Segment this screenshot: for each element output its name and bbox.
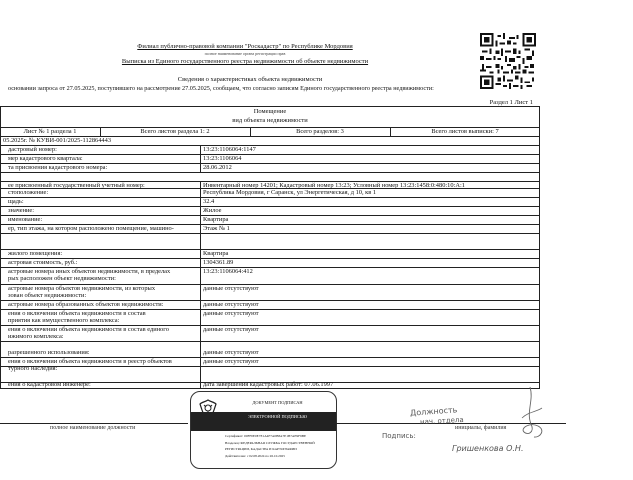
row-value: данные отсутствуют <box>203 285 259 292</box>
stamp-owner: Владелец: ФЕДЕРАЛЬНАЯ СЛУЖБА ГОСУДАРСТВЕННОЙ <box>225 441 315 445</box>
document-title: Выписка из Единого государственного реестра недвижимости об объекте недвижимости <box>121 58 369 65</box>
object-type: Помещение <box>253 108 287 115</box>
row-label: ения о включении объекта недвижимости в состав <box>8 310 146 317</box>
row-label: приятия как имущественного комплекса: <box>8 317 120 324</box>
row-label: ения о кадастровом инженере: <box>8 381 91 388</box>
row-label: значение: <box>8 207 35 214</box>
row-label: разрешенного использования: <box>8 349 90 356</box>
stamp-certificate: Сертификат: 00FF0E0E7E1A4F7A0B8A7E1B7AE9F9BE <box>225 434 307 438</box>
row-label: ижимого комплекса: <box>8 333 64 340</box>
electronic-signature-stamp <box>190 391 337 469</box>
organization-caption: полное наименование органа регистрации прав <box>204 51 286 56</box>
name-caption: инициалы, фамилия <box>455 425 507 431</box>
row-label: дастровый номер: <box>8 146 57 153</box>
qr-code-icon <box>480 33 536 89</box>
row-value: данные отсутствуют <box>203 310 259 317</box>
row-label: астровые номера объектов недвижимости, из которых <box>8 285 156 292</box>
row-value: данные отсутствуют <box>203 349 259 356</box>
row-label: именование: <box>8 216 43 223</box>
document-subtitle: Сведения о характеристиках объекта недвижимости <box>177 76 323 83</box>
position-underline <box>0 423 188 424</box>
row-value: 1304361.89 <box>203 259 234 266</box>
row-value: Инвентарный номер 14201; Кадастровый номер 13:23; Условный номер 13:23:1458:0:480:10:А:1 <box>203 182 465 189</box>
object-kind-caption: вид объекта недвижимости <box>232 117 308 124</box>
handwritten-signature-label: Подпись: <box>382 432 416 440</box>
row-value: Квартира <box>203 216 229 223</box>
row-label: ения о включении объекта недвижимости в реестр объектов <box>8 358 172 365</box>
handwritten-name: Гришенкова О.Н. <box>452 444 524 453</box>
stamp-heading: ДОКУМЕНТ ПОДПИСАН <box>252 400 303 405</box>
sheets-in-section: Всего листов раздела 1: 2 <box>140 128 210 135</box>
handwritten-signature-icon <box>500 382 560 442</box>
row-label: ее присвоенный государственный учетный номер: <box>8 182 145 189</box>
row-label: жилого помещения: <box>8 250 63 257</box>
row-value: Этаж № 1 <box>203 225 230 232</box>
stamp-heading-2: ЭЛЕКТРОННОЙ ПОДПИСЬЮ <box>248 414 307 419</box>
organization-name: Филиал публично-правовой компании "Роскадастр" по Республике Мордовия <box>137 43 353 50</box>
row-value: данные отсутствуют <box>203 326 259 333</box>
position-caption: полное наименование должности <box>50 425 136 431</box>
handwritten-department: нач. отдела <box>419 415 464 427</box>
row-value: 13:23:1106064 <box>203 155 242 162</box>
row-label: ения о включении объекта недвижимости в состав единого <box>8 326 169 333</box>
row-label: ер, тип этажа, на котором расположено помещение, машино- <box>8 225 174 232</box>
handwritten-position: Должность <box>409 405 458 418</box>
row-value: Республика Мордовия, г Саранск, ул Энергетическая, д 10, кв 1 <box>203 189 377 196</box>
section-sheet-label: Раздел 1 Лист 1 <box>489 99 533 106</box>
stamp-validity: Действителен: с 02.08.2024 по 26.10.2025 <box>225 454 285 458</box>
object-characteristics-table <box>0 106 540 388</box>
sheets-total: Всего листов выписки: 7 <box>431 128 499 135</box>
row-label: щадь: <box>8 198 24 205</box>
sheet-number: Лист № 1 раздела 1 <box>23 128 77 135</box>
row-label: астровые номера иных объектов недвижимости, в пределах <box>8 268 171 275</box>
row-value: данные отсутствуют <box>203 301 259 308</box>
row-value: Жилое <box>203 207 222 214</box>
row-label: та присвоения кадастрового номера: <box>8 164 108 171</box>
row-value: 32.4 <box>203 198 215 205</box>
stamp-owner-2: РЕГИСТРАЦИИ, КАДАСТРА И КАРТОГРАФИИ <box>225 447 297 451</box>
row-value: 13:23:1106064:412 <box>203 268 253 275</box>
row-label: астровые номера образованных объектов недвижимости: <box>8 301 164 308</box>
stamp-strip <box>191 412 336 431</box>
request-basis-text: основании запроса от 27.05.2025, поступившего на рассмотрение 27.05.2025, сообщаем, что согласно записям Единого государственного реестра недвижимости: <box>8 85 434 92</box>
row-label: астровая стоимость, руб.: <box>8 259 78 266</box>
row-value: Квартира <box>203 250 229 257</box>
row-label: стоположение: <box>8 189 49 196</box>
row-value: 13:23:1106064:1147 <box>203 146 256 153</box>
row-value: данные отсутствуют <box>203 358 259 365</box>
row-value: 28.06.2012 <box>203 164 232 171</box>
row-label: зован объект недвижимости: <box>8 292 87 299</box>
row-value: дата завершения кадастровых работ: 07.06.1997 <box>203 381 334 388</box>
row-label: рых расположен объект недвижимости: <box>8 275 116 282</box>
row-label: турного наследия: <box>8 365 58 372</box>
row-label: мер кадастрового квартала: <box>8 155 83 162</box>
statement-number: 05.2025г. № КУВИ-001/2025-112864443 <box>3 137 112 144</box>
sections-total: Всего разделов: 3 <box>296 128 344 135</box>
